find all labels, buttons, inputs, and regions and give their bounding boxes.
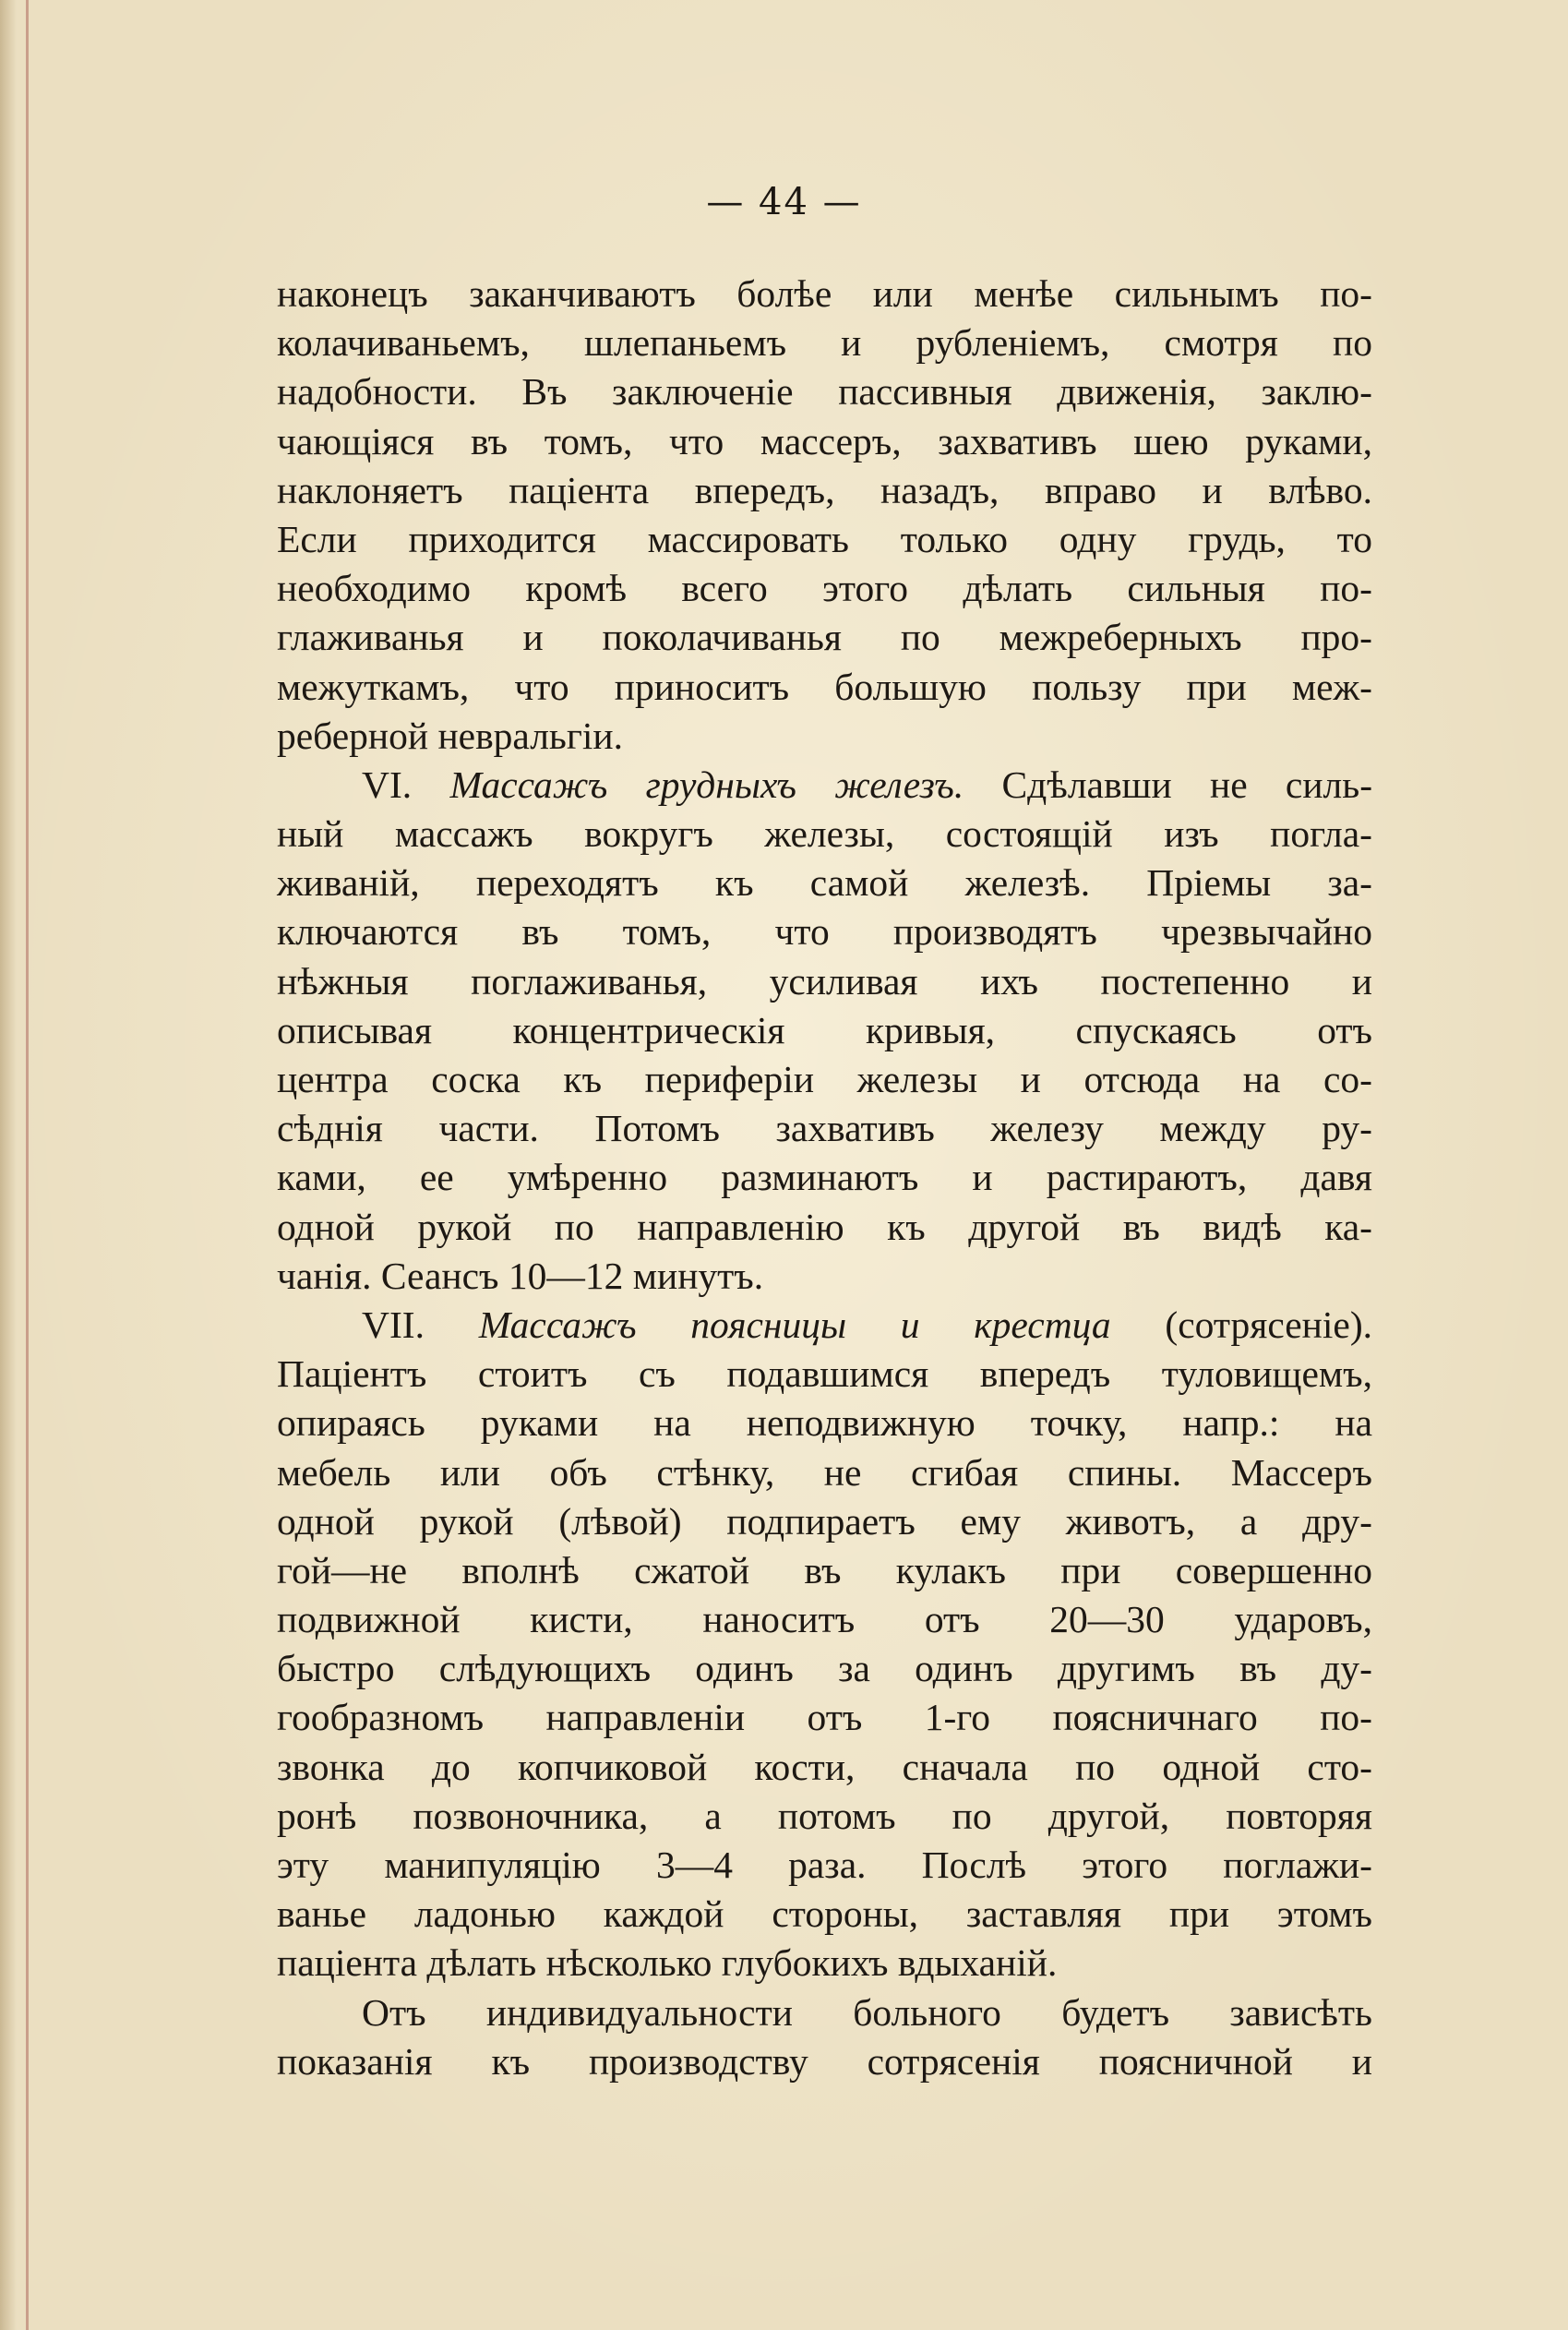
text-line bbox=[277, 1595, 1372, 1644]
text-line bbox=[277, 761, 1372, 810]
line-text: чающіяся въ томъ, что массеръ, захвативъ шею руками, bbox=[277, 419, 1372, 462]
line-text: центра соска къ периферіи железы и отсюда на со- bbox=[277, 1058, 1372, 1100]
line-text: мебель или объ стѣнку, не сгибая спины. Массеръ bbox=[277, 1450, 1372, 1494]
line-text: описывая концентрическія кривыя, спускаясь отъ bbox=[277, 1008, 1372, 1051]
text-line bbox=[277, 367, 1372, 416]
page-number: — 44 — bbox=[706, 181, 862, 223]
line-text: наконецъ заканчиваютъ болѣе или менѣе сильнымъ по- bbox=[277, 272, 1372, 315]
line-text: сѣднія части. Потомъ захвативъ железу между ру- bbox=[277, 1107, 1372, 1150]
line-text: гообразномъ направленіи отъ 1-го поясничнаго по- bbox=[277, 1696, 1372, 1739]
text-line bbox=[277, 663, 1372, 712]
section-heading: Массажъ поясницы и крестца bbox=[478, 1303, 1111, 1346]
line-text: ронѣ позвоночника, а потомъ по другой, повторяя bbox=[277, 1794, 1372, 1837]
line-text: паціента дѣлать нѣсколько глубокихъ вдыханій. bbox=[277, 1941, 1058, 1985]
line-text: подвижной кисти, наноситъ отъ 20—30 ударовъ, bbox=[277, 1598, 1372, 1641]
text-line bbox=[277, 270, 1372, 318]
line-text: Отъ индивидуальности больного будетъ зависѣть bbox=[362, 1990, 1372, 2034]
line-text: надобности. Въ заключеніе пассивныя движенія, заклю- bbox=[277, 370, 1372, 414]
line-text: Сдѣлавши не силь- bbox=[1001, 763, 1373, 806]
text-line bbox=[277, 1988, 1372, 2037]
line-text: эту манипуляцію 3—4 раза. Послѣ этого поглажи- bbox=[277, 1844, 1372, 1886]
text-line bbox=[277, 318, 1372, 367]
text-line bbox=[277, 1939, 1372, 1988]
line-text: ключаются въ томъ, что производятъ чрезвычайно bbox=[277, 910, 1372, 954]
line-text: реберной невральгіи. bbox=[277, 714, 623, 757]
text-line bbox=[277, 1301, 1372, 1350]
line-text: глаживанья и поколачиванья по межреберныхъ про- bbox=[277, 616, 1372, 659]
text-line bbox=[277, 907, 1372, 956]
line-text: ный массажъ вокругъ железы, состоящій изъ погла- bbox=[277, 812, 1372, 856]
line-text: одной рукой (лѣвой) подпираетъ ему животъ, а дру- bbox=[277, 1499, 1372, 1543]
line-text: межуткамъ, что приноситъ большую пользу при меж- bbox=[277, 665, 1372, 708]
text-line bbox=[277, 417, 1372, 466]
text-line bbox=[277, 1841, 1372, 1890]
line-text: звонка до копчиковой кости, сначала по одной сто- bbox=[277, 1745, 1372, 1788]
line-text: ками, ее умѣренно разминаютъ и растираютъ, давя bbox=[277, 1156, 1372, 1199]
text-line bbox=[277, 1497, 1372, 1546]
line-text: опираясь руками на неподвижную точку, напр.: на bbox=[277, 1401, 1372, 1445]
text-line bbox=[277, 1448, 1372, 1497]
line-text: живаній, переходятъ къ самой железѣ. Пріемы за- bbox=[277, 861, 1372, 905]
text-line bbox=[277, 564, 1372, 613]
text-line bbox=[277, 1350, 1372, 1399]
text-line bbox=[277, 466, 1372, 515]
text-line bbox=[277, 613, 1372, 662]
text-line bbox=[277, 957, 1372, 1006]
line-text: одной рукой по направленію къ другой въ видѣ ка- bbox=[277, 1205, 1372, 1248]
line-text: быстро слѣдующихъ одинъ за одинъ другимъ въ ду- bbox=[277, 1647, 1372, 1690]
text-line bbox=[277, 1644, 1372, 1693]
text-line bbox=[277, 1104, 1372, 1153]
line-text: чанія. Сеансъ 10—12 минутъ. bbox=[277, 1254, 764, 1297]
section-number: VI. bbox=[362, 763, 413, 806]
text-line bbox=[277, 1203, 1372, 1252]
text-line bbox=[277, 1006, 1372, 1055]
text-line bbox=[277, 1792, 1372, 1841]
text-line bbox=[277, 1693, 1372, 1742]
text-line bbox=[277, 859, 1372, 907]
text-line bbox=[277, 1743, 1372, 1792]
text-line bbox=[277, 810, 1372, 859]
text-line bbox=[277, 1252, 1372, 1301]
line-text: (сотрясеніе). bbox=[1165, 1303, 1373, 1346]
body-text bbox=[277, 270, 1372, 2086]
line-text: нѣжныя поглаживанья, усиливая ихъ постепенно и bbox=[277, 959, 1372, 1003]
text-line bbox=[277, 1153, 1372, 1202]
text-line bbox=[277, 712, 1372, 761]
line-text: гой—не вполнѣ сжатой въ кулакъ при совершенно bbox=[277, 1548, 1372, 1591]
line-text: показанія къ производству сотрясенія поясничной и bbox=[277, 2039, 1372, 2083]
text-line bbox=[277, 1399, 1372, 1447]
text-line bbox=[277, 1546, 1372, 1595]
section-heading: Массажъ грудныхъ железъ. bbox=[449, 763, 964, 806]
section-number: VII. bbox=[362, 1303, 425, 1346]
page-gutter bbox=[26, 0, 29, 2330]
text-line bbox=[277, 1055, 1372, 1104]
text-line bbox=[277, 2037, 1372, 2086]
line-text: необходимо кромѣ всего этого дѣлать сильныя по- bbox=[277, 567, 1372, 610]
line-text: наклоняетъ паціента впередъ, назадъ, вправо и влѣво. bbox=[277, 468, 1372, 511]
text-line bbox=[277, 1890, 1372, 1939]
line-text: Если приходится массировать только одну грудь, то bbox=[277, 517, 1372, 560]
line-text: колачиваньемъ, шлепаньемъ и рубленіемъ, смотря по bbox=[277, 321, 1372, 365]
text-line bbox=[277, 515, 1372, 564]
line-text: Паціентъ стоитъ съ подавшимся впередъ туловищемъ, bbox=[277, 1352, 1372, 1396]
line-text: ванье ладонью каждой стороны, заставляя при этомъ bbox=[277, 1892, 1372, 1936]
